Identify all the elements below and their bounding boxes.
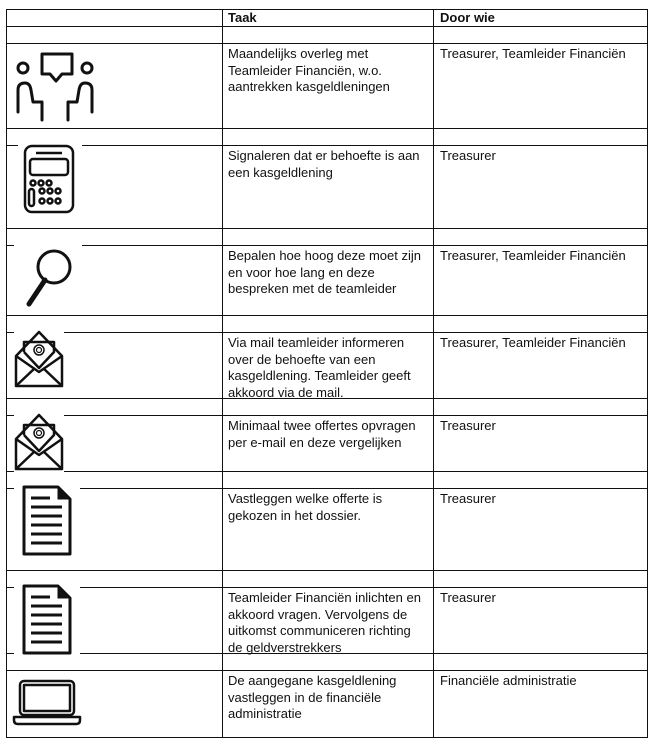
magnifier-icon [14,240,82,312]
table-border-right [647,9,648,738]
row-divider [6,245,648,246]
document-icon [14,484,80,558]
calculator-icon [18,140,82,218]
who-text: Treasurer [440,590,496,605]
column-divider [222,9,223,738]
who-text: Treasurer, Teamleider Financiën [440,46,626,61]
meeting-icon [14,50,104,122]
task-text: Bepalen hoe hoog deze moet zijn en voor hoe lang en deze bespreken met de teamleider [228,248,421,296]
task-text: De aangegane kasgeldlening vastleggen in de financiële administratie [228,673,397,721]
row-divider [6,315,648,316]
header-who: Door wie [440,10,495,25]
task-text: Maandelijks overleg met Teamleider Financiën, w.o. aantrekken kasgeldleningen [228,46,390,94]
who-text: Treasurer [440,418,496,433]
email-icon [14,328,64,390]
row-divider [6,415,648,416]
row-divider [6,471,648,472]
task-text: Minimaal twee offertes opvragen per e-mail en deze vergelijken [228,418,416,450]
task-text: Signaleren dat er behoefte is aan een kasgeldlening [228,148,420,180]
who-text: Treasurer [440,148,496,163]
who-text: Financiële administratie [440,673,577,688]
row-divider [6,570,648,571]
who-text: Treasurer, Teamleider Financiën [440,335,626,350]
row-divider [6,332,648,333]
task-text: Teamleider Financiën inlichten en akkoord vragen. Vervolgens de uitkomst communiceren richting de geldverstrekkers [228,590,421,655]
task-text: Vastleggen welke offerte is gekozen in het dossier. [228,491,383,523]
row-divider [6,228,648,229]
table-border-left [6,9,7,738]
row-divider [6,670,648,671]
task-text: Via mail teamleider informeren over de behoefte van een kasgeldlening. Teamleider geeft akkoord via de mail. [228,335,411,400]
laptop-icon [12,677,82,727]
row-divider [6,488,648,489]
header-task: Taak [228,10,257,25]
row-divider [6,43,648,44]
column-divider [433,9,434,738]
who-text: Treasurer, Teamleider Financiën [440,248,626,263]
who-text: Treasurer [440,491,496,506]
email-icon [14,411,64,473]
row-divider [6,128,648,129]
table-border-bottom [6,737,648,738]
document-icon [14,583,80,657]
row-divider [6,145,648,146]
row-divider [6,587,648,588]
